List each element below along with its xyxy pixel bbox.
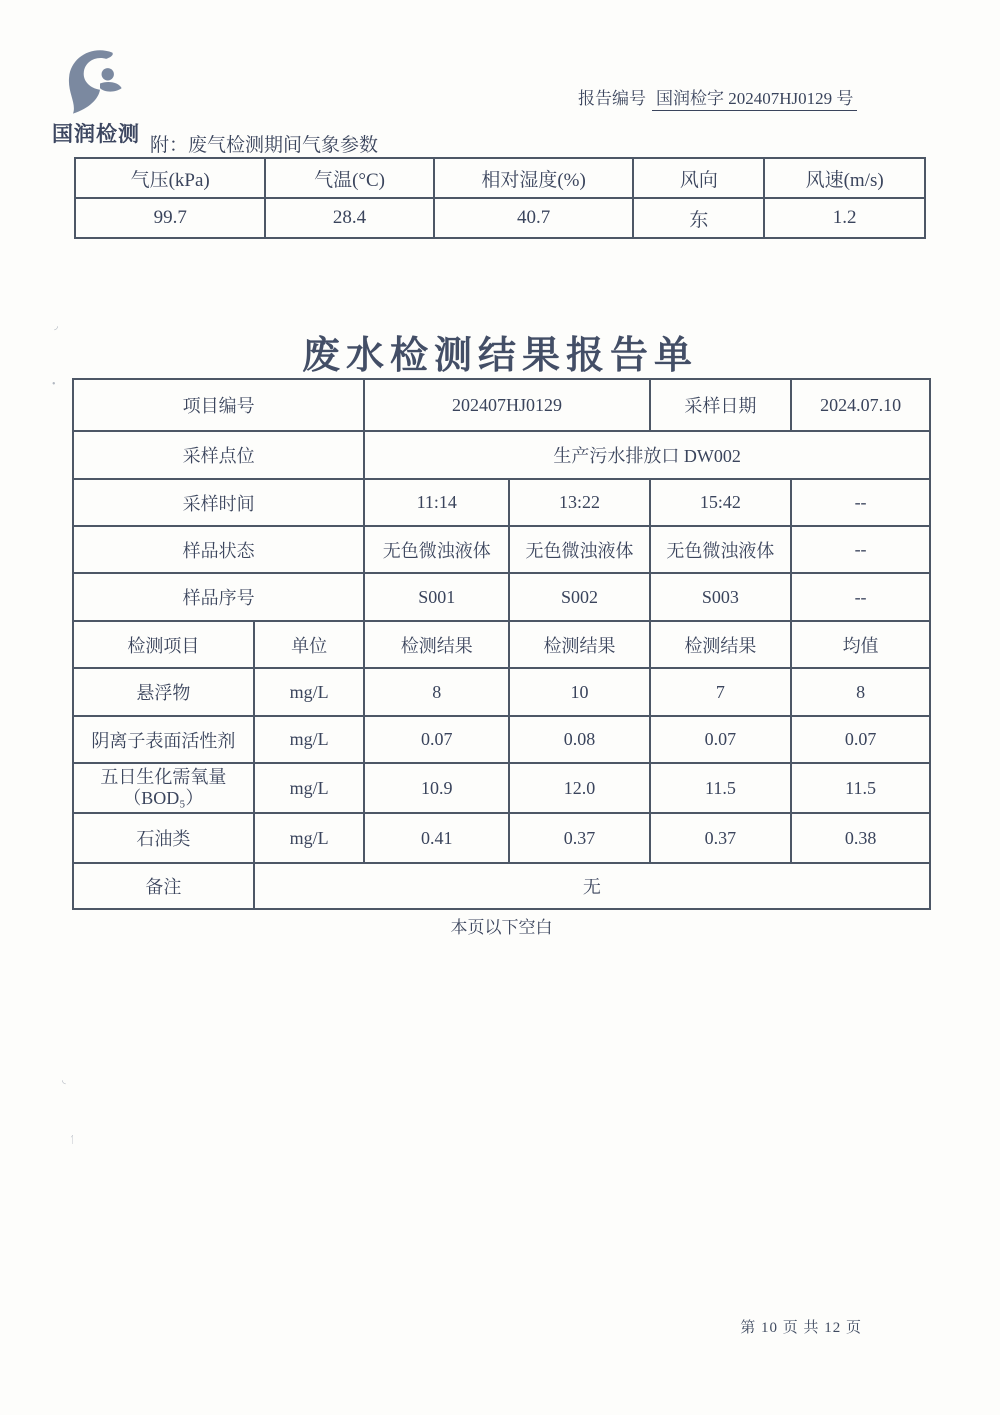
result-unit: mg/L — [254, 716, 365, 763]
result-item-line1: 五日生化需氧量 — [100, 767, 227, 788]
weather-header-cell: 风速(m/s) — [764, 158, 925, 198]
sample-time-value: 13:22 — [509, 479, 650, 526]
result-item-line2: （BOD₅） — [123, 788, 204, 808]
results-header-row — [73, 621, 930, 668]
result-value: 12.0 — [509, 763, 650, 813]
sample-no-value: S001 — [364, 573, 509, 621]
weather-parameters-table — [74, 157, 926, 239]
weather-header-cell: 风向 — [633, 158, 764, 198]
weather-header-cell: 气压(kPa) — [75, 158, 265, 198]
result-unit: mg/L — [254, 813, 365, 863]
weather-header-cell: 气温(°C) — [265, 158, 433, 198]
remark-value: 无 — [254, 863, 930, 909]
weather-value-row — [75, 198, 925, 238]
report-number-line — [578, 84, 857, 109]
results-header-cell: 单位 — [254, 621, 365, 668]
report-title: 废水检测结果报告单 — [301, 335, 698, 377]
results-header-cell: 检测结果 — [509, 621, 650, 668]
weather-value-cell: 1.2 — [764, 198, 925, 238]
project-no-label: 项目编号 — [73, 379, 364, 431]
result-row — [73, 813, 930, 863]
result-average: 8 — [791, 668, 930, 716]
sample-time-label: 采样时间 — [73, 479, 364, 526]
sample-state-value: 无色微浊液体 — [509, 526, 650, 573]
attachment-title: 附：废气检测期间气象参数 — [150, 135, 379, 156]
scan-speck: ◟ — [62, 1075, 66, 1086]
sample-time-value: 11:14 — [364, 479, 509, 526]
result-item: 悬浮物 — [73, 668, 254, 716]
result-row — [73, 716, 930, 763]
result-unit: mg/L — [254, 763, 365, 813]
remark-label: 备注 — [73, 863, 254, 909]
weather-header-row — [75, 158, 925, 198]
weather-value-cell: 40.7 — [434, 198, 634, 238]
sample-state-row — [73, 526, 930, 573]
sample-point-value: 生产污水排放口 DW002 — [364, 431, 930, 479]
result-average: 11.5 — [791, 763, 930, 813]
result-value: 11.5 — [650, 763, 791, 813]
results-header-cell: 均值 — [791, 621, 930, 668]
weather-value-cell: 28.4 — [265, 198, 433, 238]
result-item: 石油类 — [73, 813, 254, 863]
project-no-value: 202407HJ0129 — [364, 379, 649, 431]
sample-no-value: -- — [791, 573, 930, 621]
results-header-cell: 检测结果 — [650, 621, 791, 668]
weather-header-cell: 相对湿度(%) — [434, 158, 634, 198]
result-value: 0.37 — [509, 813, 650, 863]
results-header-cell: 检测结果 — [364, 621, 509, 668]
sample-state-value: 无色微浊液体 — [650, 526, 791, 573]
sample-date-value: 2024.07.10 — [791, 379, 930, 431]
report-number-label: 报告编号 — [578, 89, 646, 108]
result-value: 10.9 — [364, 763, 509, 813]
remark-row — [73, 863, 930, 909]
result-value: 0.07 — [650, 716, 791, 763]
sample-time-value: -- — [791, 479, 930, 526]
result-value: 0.41 — [364, 813, 509, 863]
result-row — [73, 763, 930, 813]
sample-state-value: 无色微浊液体 — [364, 526, 509, 573]
result-row — [73, 668, 930, 716]
result-unit: mg/L — [254, 668, 365, 716]
result-value: 7 — [650, 668, 791, 716]
sample-date-label: 采样日期 — [650, 379, 791, 431]
company-logo — [52, 48, 162, 148]
scan-speck: ᛐ — [69, 1135, 75, 1146]
blank-below-note: 本页以下空白 — [450, 918, 553, 937]
report-number-value: 国润检字 202407HJ0129 号 — [652, 89, 857, 111]
sample-state-label: 样品状态 — [73, 526, 364, 573]
result-value: 0.37 — [650, 813, 791, 863]
result-item: 阴离子表面活性剂 — [73, 716, 254, 763]
sample-no-label: 样品序号 — [73, 573, 364, 621]
result-value: 10 — [509, 668, 650, 716]
result-value: 8 — [364, 668, 509, 716]
logo-swoosh-icon — [52, 48, 162, 116]
sample-time-value: 15:42 — [650, 479, 791, 526]
results-header-cell: 检测项目 — [73, 621, 254, 668]
sample-no-value: S002 — [509, 573, 650, 621]
sample-no-value: S003 — [650, 573, 791, 621]
scan-speck: • — [52, 379, 56, 390]
sample-state-value: -- — [791, 526, 930, 573]
wastewater-results-table — [72, 378, 931, 910]
result-item — [73, 763, 254, 813]
result-average: 0.38 — [791, 813, 930, 863]
weather-value-cell: 99.7 — [75, 198, 265, 238]
result-value: 0.07 — [364, 716, 509, 763]
sample-point-label: 采样点位 — [73, 431, 364, 479]
logo-text: 国润检测 — [52, 122, 140, 146]
sample-time-row — [73, 479, 930, 526]
result-value: 0.08 — [509, 716, 650, 763]
result-average: 0.07 — [791, 716, 930, 763]
sample-point-row — [73, 431, 930, 479]
sample-no-row — [73, 573, 930, 621]
project-row — [73, 379, 930, 431]
scan-speck: ◞ — [54, 321, 58, 332]
weather-value-cell: 东 — [633, 198, 764, 238]
page-number: 第 10 页 共 12 页 — [740, 1320, 862, 1336]
